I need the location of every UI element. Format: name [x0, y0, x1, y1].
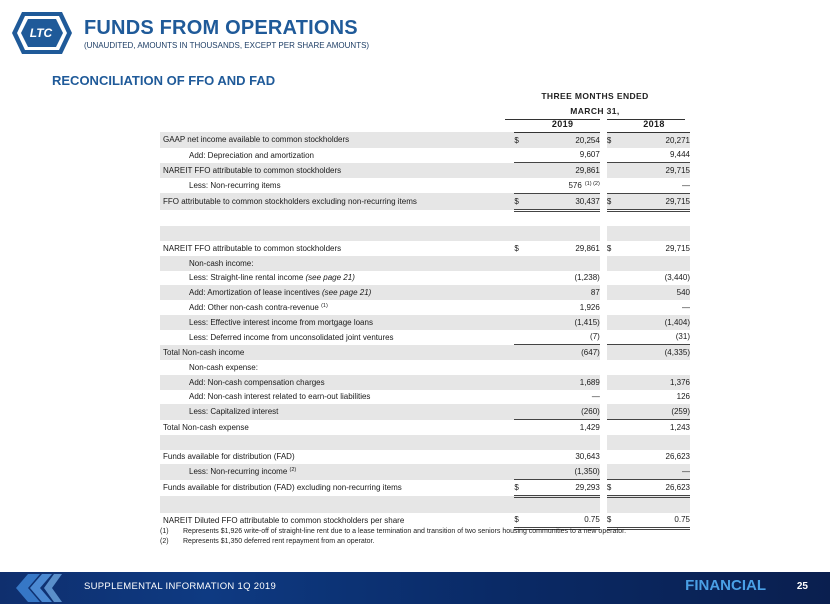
table-row [160, 420, 690, 435]
value-2018: 1,376 [618, 375, 690, 390]
table-row [160, 132, 690, 147]
currency-2018 [607, 178, 618, 193]
table-row [160, 435, 690, 450]
row-label: Add: Depreciation and amortization [189, 150, 314, 160]
currency-2019 [514, 148, 525, 163]
row-label: Total Non-cash income [160, 345, 514, 360]
footnote-1: (1) Represents $1,926 write-off of straight-line rent due to a lease termination and transition of two seniors housing communities to a new operator. [160, 528, 627, 535]
value-2019: — [591, 392, 600, 402]
value-2018: (4,335) [618, 345, 690, 360]
currency-2018 [607, 404, 618, 419]
year-2018-header: 2018 [618, 117, 690, 132]
table-row [160, 148, 690, 163]
currency-2018 [607, 375, 618, 390]
currency-2019 [514, 285, 525, 300]
currency-2019 [514, 390, 525, 405]
value-2018: 9,444 [618, 148, 690, 163]
currency-2019 [514, 420, 525, 435]
section-title: RECONCILIATION OF FFO AND FAD [52, 73, 276, 88]
currency-2018 [607, 163, 618, 178]
value-2018: 126 [676, 392, 690, 402]
table-row [160, 360, 690, 375]
table-row [160, 178, 690, 193]
value-2018 [618, 256, 690, 271]
currency-2018 [607, 210, 618, 226]
row-label: Less: Non-recurring items [189, 181, 281, 191]
value-2019: (647) [525, 345, 599, 360]
year-header-row [160, 117, 690, 132]
currency-2018: $ [607, 193, 618, 210]
row-label: FFO attributable to common stockholders excluding non-recurring items [160, 193, 514, 210]
currency-2019: $ [514, 193, 525, 210]
page-number: 25 [796, 581, 808, 592]
year-2019-header: 2019 [525, 117, 599, 132]
currency-2018 [607, 300, 618, 315]
currency-2018 [607, 285, 618, 300]
table-row [160, 300, 690, 315]
value-2019: 1,429 [579, 422, 600, 432]
currency-2018: $ [606, 243, 612, 253]
currency-2019 [514, 210, 525, 226]
currency-2019: $ [514, 243, 519, 253]
row-label: NAREIT FFO attributable to common stockholders [163, 243, 342, 253]
value-2018: 20,271 [618, 132, 690, 147]
currency-2019: $ [514, 513, 525, 529]
value-2018: 26,623 [618, 480, 690, 497]
row-label: Add: Amortization of lease incentives (see page 21) [160, 285, 514, 300]
currency-2018: $ [607, 132, 618, 147]
value-2019: 1,689 [525, 375, 599, 390]
value-2018: — [682, 180, 690, 190]
value-2018 [618, 435, 690, 450]
page-title: FUNDS FROM OPERATIONS [84, 17, 358, 39]
currency-2019 [514, 435, 525, 450]
currency-2019 [514, 315, 525, 330]
row-label: Funds available for distribution (FAD) excluding non-recurring items [163, 483, 402, 493]
table-row [160, 330, 690, 345]
value-2019: 20,254 [525, 132, 599, 147]
table-row [160, 226, 690, 241]
table-row [160, 496, 690, 512]
currency-2019 [514, 163, 525, 178]
row-label: Less: Straight-line rental income (see page 21) [189, 273, 355, 283]
value-2018 [618, 210, 690, 226]
value-2019 [525, 226, 599, 241]
value-2018: 29,715 [618, 193, 690, 210]
currency-2019 [514, 404, 525, 419]
currency-2019: $ [514, 480, 525, 497]
value-2018: (1,404) [618, 315, 690, 330]
value-2019 [525, 496, 599, 512]
table-row [160, 256, 690, 271]
currency-2018 [607, 345, 618, 360]
row-label [160, 226, 514, 241]
currency-2018 [607, 420, 618, 435]
currency-2018 [607, 464, 618, 479]
currency-2019 [514, 300, 525, 315]
currency-2018 [607, 226, 618, 241]
currency-2019 [514, 375, 525, 390]
table-row [160, 513, 690, 529]
row-label: NAREIT FFO attributable to common stockholders [160, 163, 514, 178]
currency-2018: $ [607, 480, 618, 497]
currency-2019 [514, 464, 525, 479]
value-2019 [525, 435, 599, 450]
currency-2019 [514, 360, 525, 375]
value-2019: (1,238) [574, 273, 600, 283]
currency-2018 [607, 148, 618, 163]
currency-2019 [514, 496, 525, 512]
value-2019: 576 $^{(1) (2)}$ [568, 180, 600, 190]
footer-bar [0, 572, 830, 604]
table-row [160, 450, 690, 465]
currency-2018 [607, 256, 618, 271]
currency-2018 [607, 390, 618, 405]
currency-2019 [514, 178, 525, 193]
table-row [160, 241, 690, 256]
row-label [160, 496, 514, 512]
table-row [160, 210, 690, 226]
table-row [160, 315, 690, 330]
row-label [160, 210, 514, 226]
value-2018 [618, 496, 690, 512]
value-2018 [618, 226, 690, 241]
period-header: THREE MONTHS ENDED [541, 91, 649, 101]
currency-2018 [607, 360, 618, 375]
currency-2019 [514, 330, 525, 345]
value-2018: (31) [618, 330, 690, 345]
row-label: Less: Capitalized interest [160, 404, 514, 419]
value-2019: 30,643 [575, 452, 600, 462]
row-label [160, 435, 514, 450]
ffo-fad-table [160, 117, 690, 530]
currency-2019 [514, 226, 525, 241]
value-2018: (259) [618, 404, 690, 419]
row-label: Add: Non-cash compensation charges [160, 375, 514, 390]
table-row [160, 285, 690, 300]
value-2018: 29,715 [618, 163, 690, 178]
row-label: Total Non-cash expense [163, 422, 249, 432]
value-2018: 26,623 [665, 452, 690, 462]
svg-text:LTC: LTC [29, 26, 53, 40]
value-2019: 30,437 [525, 193, 599, 210]
value-2018: 29,715 [665, 243, 690, 253]
table-row [160, 404, 690, 419]
value-2018: — [682, 302, 690, 312]
currency-2018: $ [607, 513, 618, 529]
currency-2018 [607, 435, 618, 450]
value-2019 [525, 360, 599, 375]
table-row [160, 345, 690, 360]
row-label: GAAP net income available to common stockholders [160, 132, 514, 147]
currency-2019 [514, 450, 525, 465]
value-2018: (3,440) [664, 273, 690, 283]
value-2019: 29,861 [525, 163, 599, 178]
currency-2019 [514, 256, 525, 271]
value-2019: (1,350) [525, 464, 599, 479]
value-2019 [525, 210, 599, 226]
row-label: Less: Non-recurring income $^{(2)}$ [160, 464, 514, 479]
value-2019: 9,607 [525, 148, 599, 163]
currency-2019 [514, 271, 525, 286]
currency-2018 [607, 450, 618, 465]
value-2019: 87 [525, 285, 599, 300]
row-label: NAREIT Diluted FFO attributable to common stockholders per share [163, 516, 405, 526]
table-row [160, 480, 690, 497]
footer-section-label: FINANCIAL [685, 577, 766, 594]
row-label: Non-cash income: [160, 256, 514, 271]
chevron-arrows-icon [6, 572, 66, 604]
value-2018: 0.75 [618, 513, 690, 529]
page-subtitle: (UNAUDITED, AMOUNTS IN THOUSANDS, EXCEPT PER SHARE AMOUNTS) [84, 41, 370, 50]
currency-2019 [514, 345, 525, 360]
table-row [160, 375, 690, 390]
currency-2018 [607, 330, 618, 345]
value-2019 [525, 256, 599, 271]
period-date-header: MARCH 31, [500, 106, 690, 116]
value-2018: 540 [618, 285, 690, 300]
row-label: Less: Deferred income from unconsolidated joint ventures [189, 332, 394, 342]
table-row [160, 464, 690, 479]
table-row [160, 271, 690, 286]
currency-2019: $ [514, 132, 525, 147]
value-2019: (260) [525, 404, 599, 419]
row-label: Add: Other non-cash contra-revenue $^{(1)}$ [189, 302, 328, 312]
currency-2018 [607, 271, 618, 286]
row-label: Non-cash expense: [189, 362, 258, 372]
value-2019: 1,926 [579, 302, 600, 312]
value-2018 [618, 360, 690, 375]
value-2019: 0.75 [525, 513, 599, 529]
value-2019: (7) [525, 330, 599, 345]
footer-supplemental-text: SUPPLEMENTAL INFORMATION 1Q 2019 [84, 581, 277, 592]
currency-2018 [607, 496, 618, 512]
ltc-logo [10, 10, 72, 56]
table-row [160, 193, 690, 210]
row-label: Funds available for distribution (FAD) [163, 452, 295, 462]
currency-2018 [607, 315, 618, 330]
value-2019: 29,861 [575, 243, 600, 253]
value-2019: (1,415) [525, 315, 599, 330]
value-2018: 1,243 [669, 422, 690, 432]
value-2018: — [618, 464, 690, 479]
row-label: Add: Non-cash interest related to earn-out liabilities [189, 392, 371, 402]
table-row [160, 390, 690, 405]
table-row [160, 163, 690, 178]
value-2019: 29,293 [525, 480, 599, 497]
row-label: Less: Effective interest income from mortgage loans [160, 315, 514, 330]
footnote-2: (2) Represents $1,350 deferred rent repayment from an operator. [160, 538, 375, 545]
